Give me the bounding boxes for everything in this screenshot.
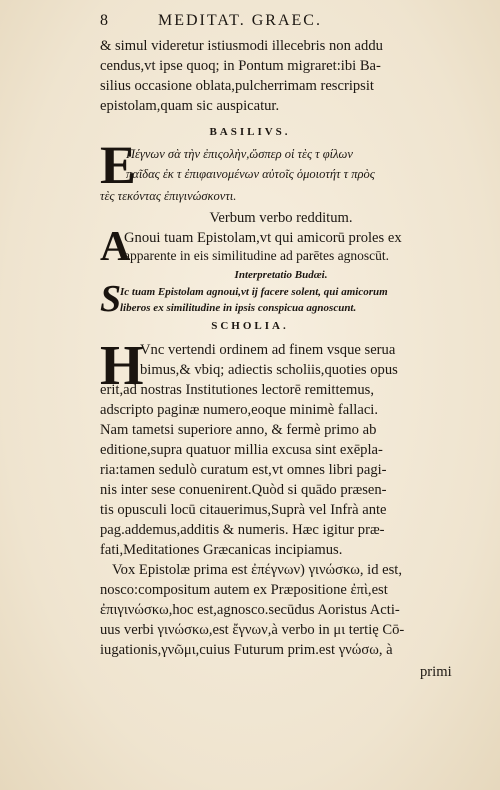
drop-cap-h: H	[100, 335, 144, 397]
section-heading-basilius: BASILIVS.	[209, 126, 291, 138]
scholia-line-11: fati,Meditationes Græcanicas incipiamus.	[100, 542, 343, 558]
budaeus-line-1: Ic tuam Epistolam agnoui,vt ij facere solent, qui amicorum	[120, 286, 388, 298]
scholia-line-2: bimus,& vbiq; adiectis scholiis,quoties opus	[140, 362, 398, 378]
scholia-line-5: Nam tametsi superiore anno, & fermè primo ab	[100, 422, 377, 438]
catchword: primi	[420, 664, 452, 680]
greek-line-2: παῖδας ἐκ τ ἐπιφαινομένων αὐτοῖς ὁμοιοτήτ τ πρὸς	[126, 167, 375, 181]
greek-line-3: τὲς τεκόντας ἐπιγινώσκοντι.	[100, 189, 237, 203]
opening-line-4: epistolam,quam sic auspicatur.	[100, 98, 280, 114]
scholia-line-12: Vox Epistolæ prima est ἐπέγνων) γινώσκω, id est,	[112, 562, 403, 578]
page-number: 8	[100, 12, 108, 29]
drop-cap-a: A	[100, 224, 131, 270]
scholia-line-15: uus verbi γινώσκω,est ἔγνων,à verbo in μι tertię Cō-	[100, 622, 405, 638]
scholia-line-9: tis opusculi locū citauerimus,Suprà vel Infrà ante	[100, 502, 387, 518]
scholia-line-3: erit,ad nostras Institutiones lectorē remittemus,	[100, 382, 374, 398]
scholia-line-4: adscripto paginæ numero,eoque minimè fallaci.	[100, 402, 379, 418]
scholia-line-10: pag.addemus,additis & numeris. Hæc igitur præ-	[100, 522, 385, 538]
drop-cap-e: E	[100, 135, 137, 195]
scholia-line-7: ria:tamen sedulò curatum est,vt omnes libri pagi-	[100, 462, 387, 478]
greek-line-1: Πέγνων σὰ τὴν ἐπιςολὴν,ὥσπερ οἱ τὲς τ φίλων	[126, 147, 353, 161]
heading-budaeus: Interpretatio Budæi.	[234, 269, 328, 281]
translation-line-1: Gnoui tuam Epistolam,vt qui amicorū proles ex	[124, 230, 402, 246]
scholia-line-16: iugationis,γνῶμι,cuius Futurum prim.est γνώσω, à	[100, 642, 393, 658]
scholia-line-6: editione,supra quatuor millia excusa sint exēpla-	[100, 442, 383, 458]
scholia-line-8: nis inter sese conuenirent.Quòd si quādo præsen-	[100, 482, 387, 498]
scholia-line-1: Vnc vertendi ordinem ad finem vsque serua	[140, 342, 396, 358]
translation-line-2: apparente in eis similitudine ad parētes agnoscūt.	[124, 248, 390, 263]
opening-line-1: & simul videretur istiusmodi illecebris non addu	[100, 38, 383, 54]
scholia-line-13: nosco:compositum autem ex Præpositione ἐπὶ,est	[100, 582, 388, 598]
section-heading-scholia: SCHOLIA.	[211, 320, 289, 332]
running-title: MEDITAT. GRAEC.	[158, 12, 322, 29]
drop-cap-s: S	[100, 278, 122, 320]
opening-line-2: cendus,vt ipse quoq; in Pontum migraret:ibi Ba-	[100, 58, 381, 74]
heading-verbum: Verbum verbo redditum.	[209, 210, 353, 226]
opening-line-3: silius occasione oblata,pulcherrimam rescripsit	[100, 78, 374, 94]
scholia-line-14: ἐπιγινώσκω,hoc est,agnosco.secūdus Aoristus Acti-	[100, 602, 400, 618]
budaeus-line-2: liberos ex similitudine in ipsis conspicua agnoscunt.	[120, 302, 357, 314]
